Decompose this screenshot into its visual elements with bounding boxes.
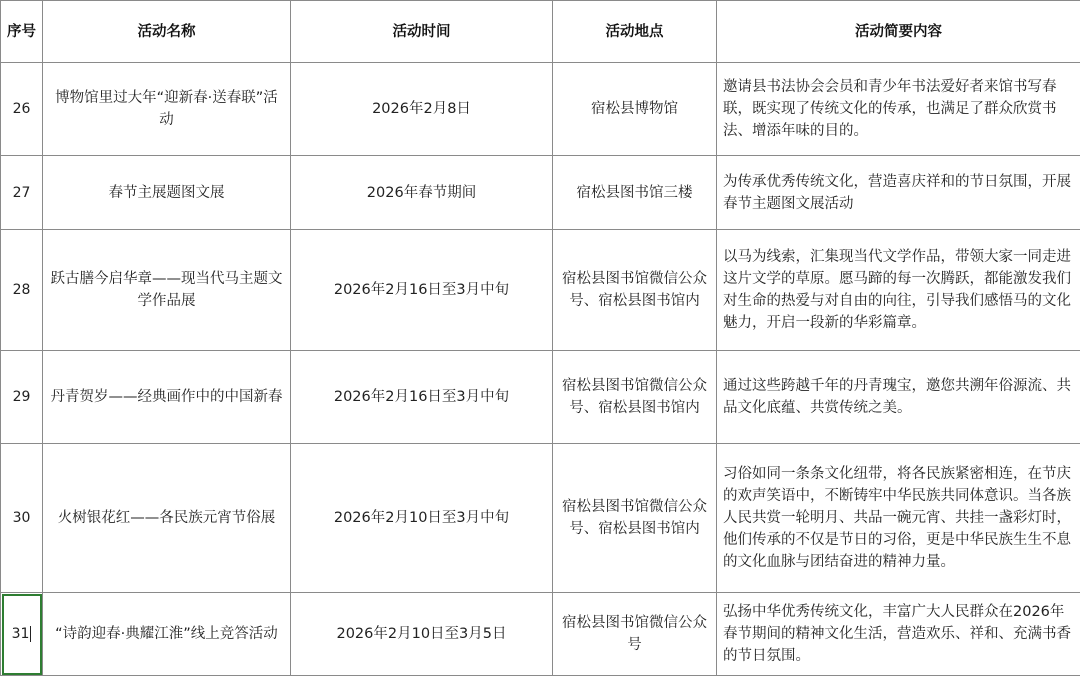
table-row: [1, 230, 1080, 351]
cell-no[interactable]: 30: [1, 444, 43, 593]
cell-place[interactable]: 宿松县图书馆微信公众号: [553, 593, 717, 676]
cell-place[interactable]: 宿松县图书馆微信公众号、宿松县图书馆内: [553, 444, 717, 593]
table-row: [1, 351, 1080, 444]
header-name[interactable]: 活动名称: [43, 1, 291, 63]
header-time[interactable]: 活动时间: [291, 1, 553, 63]
cell-name[interactable]: 火树银花红——各民族元宵节俗展: [43, 444, 291, 593]
cell-time[interactable]: 2026年2月16日至3月中旬: [291, 230, 553, 351]
cell-time[interactable]: 2026年2月10日至3月5日: [291, 593, 553, 676]
table-row: [1, 444, 1080, 593]
cell-time[interactable]: 2026年2月16日至3月中旬: [291, 351, 553, 444]
cell-place[interactable]: 宿松县博物馆: [553, 63, 717, 156]
cell-place[interactable]: 宿松县图书馆微信公众号、宿松县图书馆内: [553, 230, 717, 351]
cell-time[interactable]: 2026年春节期间: [291, 156, 553, 230]
cell-no[interactable]: 26: [1, 63, 43, 156]
text-cursor: [30, 626, 31, 642]
header-place[interactable]: 活动地点: [553, 1, 717, 63]
table-row: [1, 63, 1080, 156]
table-row: [1, 593, 1080, 676]
cell-no-text: 31: [11, 626, 30, 642]
header-row: [1, 1, 1080, 63]
cell-name[interactable]: 丹青贺岁——经典画作中的中国新春: [43, 351, 291, 444]
header-no[interactable]: 序号: [1, 1, 43, 63]
cell-time[interactable]: 2026年2月8日: [291, 63, 553, 156]
cell-no[interactable]: 29: [1, 351, 43, 444]
cell-desc[interactable]: 为传承优秀传统文化，营造喜庆祥和的节日氛围，开展春节主题图文展活动: [717, 156, 1080, 230]
cell-time[interactable]: 2026年2月10日至3月中旬: [291, 444, 553, 593]
cell-no[interactable]: 27: [1, 156, 43, 230]
cell-name[interactable]: 春节主展题图文展: [43, 156, 291, 230]
header-desc[interactable]: 活动简要内容: [717, 1, 1080, 63]
cell-desc[interactable]: 习俗如同一条条文化纽带，将各民族紧密相连，在节庆的欢声笑语中，不断铸牢中华民族共同体意识。当各族人民共赏一轮明月、共品一碗元宵、共挂一盏彩灯时，他们传承的不仅是节日的习俗，更是中华民族生生不息的文化血脉与团结奋进的精神力量。: [717, 444, 1080, 593]
cell-desc[interactable]: 邀请县书法协会会员和青少年书法爱好者来馆书写春联，既实现了传统文化的传承，也满足了群众欣赏书法、增添年味的目的。: [717, 63, 1080, 156]
cell-no-selected[interactable]: [1, 593, 43, 676]
cell-name[interactable]: 博物馆里过大年“迎新春·送春联”活动: [43, 63, 291, 156]
cell-place[interactable]: 宿松县图书馆三楼: [553, 156, 717, 230]
cell-place[interactable]: 宿松县图书馆微信公众号、宿松县图书馆内: [553, 351, 717, 444]
cell-name[interactable]: “诗韵迎春·典耀江淮”线上竞答活动: [43, 593, 291, 676]
cell-desc[interactable]: 弘扬中华优秀传统文化，丰富广大人民群众在2026年春节期间的精神文化生活，营造欢乐、祥和、充满书香的节日氛围。: [717, 593, 1080, 676]
cell-desc[interactable]: 以马为线索，汇集现当代文学作品，带领大家一同走进这片文学的草原。愿马蹄的每一次腾跃，都能激发我们对生命的热爱与对自由的向往，引导我们感悟马的文化魅力，开启一段新的华彩篇章。: [717, 230, 1080, 351]
table-row: [1, 156, 1080, 230]
cell-no[interactable]: 28: [1, 230, 43, 351]
cell-desc[interactable]: 通过这些跨越千年的丹青瑰宝，邀您共溯年俗源流、共品文化底蕴、共赏传统之美。: [717, 351, 1080, 444]
cell-name[interactable]: 跃古膳今启华章——现当代马主题文学作品展: [43, 230, 291, 351]
